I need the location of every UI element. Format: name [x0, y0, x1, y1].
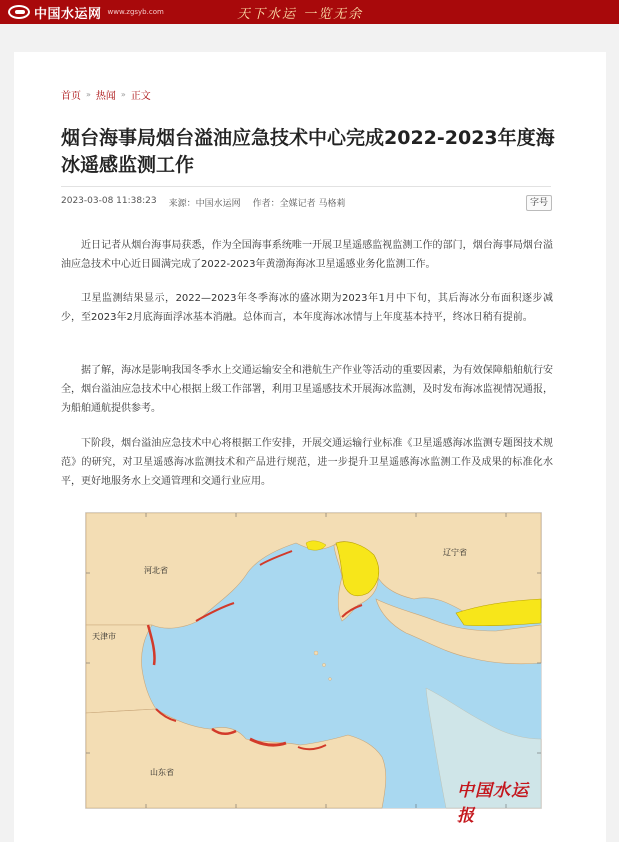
article-meta — [61, 196, 357, 209]
header-slogan: 天下水运 一览无余 — [237, 7, 364, 22]
article-paragraph: 近日记者从烟台海事局获悉，作为全国海事系统唯一开展卫星遥感监视监测工作的部门，烟台海事局烟台溢油应急技术中心近日圆满完成了2022-2023年黄渤海海冰卫星遥感业务化监测工作。 — [61, 240, 553, 270]
breadcrumb-current[interactable]: 正文 — [130, 91, 151, 102]
article-card — [14, 52, 606, 842]
top-header-bar — [0, 0, 619, 24]
article-paragraph: 卫星监测结果显示，2022—2023年冬季海冰的盛冰期为2023年1月中下旬，其后海冰分布面积逐步减少，至2023年2月底海面浮冰基本消融。总体而言，本年度海冰冰情与上年度基本持平，终冰日稍有提前。 — [61, 293, 553, 323]
site-logo[interactable] — [8, 3, 164, 21]
map-label-shandong: 山东省 — [150, 768, 174, 777]
breadcrumb-hot-news-link[interactable]: 热闻 — [95, 91, 116, 102]
article-title: 烟台海事局烟台溢油应急技术中心完成2022-2023年度海冰遥感监测工作 — [61, 127, 555, 176]
logo-text: 中国水运网 — [34, 6, 102, 22]
article-paragraph: 下阶段，烟台溢油应急技术中心将根据工作安排，开展交通运输行业标准《卫星遥感海冰监测专题图技术规范》的研究，对卫星遥感海冰监测技术和产品进行规范，进一步提升卫星遥感海冰监测工作及成果的标准化水平，更好地服务水上交通管理和交通行业应用。 — [61, 438, 553, 487]
publish-date: 2023-03-08 11:38:23 — [61, 196, 157, 206]
breadcrumb — [61, 87, 151, 102]
title-divider — [61, 186, 551, 187]
sea-ice-map-image — [85, 512, 542, 826]
map-label-hebei: 河北省 — [144, 566, 168, 575]
breadcrumb-home-link[interactable]: 首页 — [61, 91, 81, 102]
logo-url: www.zgsyb.com — [107, 8, 164, 16]
newspaper-watermark: 中国水运报 — [457, 781, 529, 826]
logo-mark-icon — [8, 5, 30, 19]
map-label-liaoning: 辽宁省 — [443, 548, 467, 557]
article-author: 作者：全媒记者 马格莉 — [252, 199, 346, 209]
article-paragraph: 据了解，海冰是影响我国冬季水上交通运输安全和港航生产作业等活动的重要因素，为有效保障船舶航行安全，烟台溢油应急技术中心根据上级工作部署，利用卫星遥感技术开展海冰监测，及时发布海冰监视情况通报，为船舶通航提供参考。 — [61, 365, 553, 414]
sea-ice-map-graphic — [86, 513, 541, 808]
map-label-tianjin: 天津市 — [92, 632, 116, 641]
breadcrumb-separator: » — [120, 90, 126, 99]
font-size-button[interactable]: 字号 — [526, 195, 552, 211]
article-source: 来源：中国水运网 — [168, 199, 241, 209]
breadcrumb-separator: » — [86, 90, 91, 99]
